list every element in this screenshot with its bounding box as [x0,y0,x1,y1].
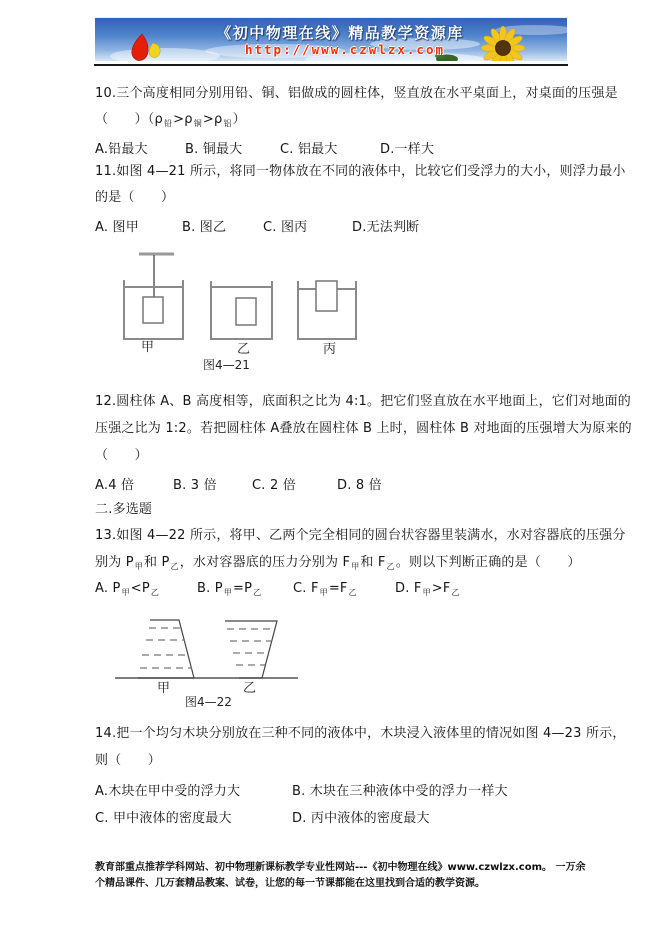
site-url: http://www.czwlzx.com [244,42,446,57]
condition-text: >ρ [173,112,193,127]
question-13-line-2 [95,555,581,571]
option-text: =F [328,581,348,596]
question-11-options [95,216,573,235]
option-text: B. P [197,581,223,596]
condition-text: （ ）（ρ [95,112,163,127]
subscript-jia: 甲 [223,588,233,597]
water-dashes [140,628,192,668]
question-10-option-a: A.铅最大 [95,142,148,157]
option-text: <P [130,581,150,596]
question-11-line-2: 的是（ ） [95,190,175,205]
subscript-yi: 乙 [386,562,395,571]
question-text: ，水对容器底的压力分别为 F [179,555,351,570]
figure-4-22 [100,610,340,710]
question-text: 和 F [360,555,386,570]
question-14-option-d: D. 丙中液体的密度最大 [292,811,430,826]
question-text: 别为 P [95,555,134,570]
question-12-line-2: 压强之比为 1:2。若把圆柱体 A叠放在圆柱体 B 上时，圆柱体 B 对地面的压强增大为原来的 [95,421,632,436]
question-11-line-1: 11.如图 4—21 所示，将同一物体放在不同的液体中，比较它们受浮力的大小，则浮力最小 [95,164,626,179]
question-14-option-c: C. 甲中液体的密度最大 [95,811,232,826]
question-11-option-d: D.无法判断 [352,220,420,235]
question-text: 。则以下判断正确的是（ ） [395,555,581,570]
subscript-aluminum: 铝 [223,119,232,128]
beaker-bing-partially-submerged-block [298,281,356,357]
question-11-option-c: C. 图丙 [263,220,308,235]
figure-4-21-caption: 图4—21 [203,358,250,372]
label-yi: 乙 [237,342,251,357]
question-14-line-1: 14.把一个均匀木块分别放在三种不同的液体中，木块浸入液体里的情况如图 4—23 所示， [95,726,626,741]
condition-text: ） [232,112,246,127]
question-14-option-b: B. 木块在三种液体中受的浮力一样大 [292,784,508,799]
footer-line-1: 教育部重点推荐学科网站、初中物理新课标教学专业性网站---《初中物理在线》www.czwlzx.com。 一万余 [95,862,586,873]
question-13-line-1: 13.如图 4—22 所示，将甲、乙两个完全相同的圆台状容器里装满水，水对容器底的压强分 [95,528,626,543]
question-11-option-b: B. 图乙 [182,220,227,235]
subscript-yi: 乙 [253,588,262,597]
figure-4-21 [110,245,370,375]
subscript-yi: 乙 [451,588,460,597]
question-10-option-c: C. 铝最大 [280,142,338,157]
option-text: D. F [395,581,422,596]
beaker-yi-floating-block [211,281,272,357]
submerged-block [143,297,163,323]
question-12-options [95,474,573,493]
figure-4-22-caption: 图4—22 [185,695,232,709]
question-14-options-row-1 [95,780,573,799]
footer-line-2: 个精品课件、几万套精品教案、试卷，让您的每一节课都能在这里找到合适的教学资源。 [95,878,485,889]
question-13-option-d [395,581,461,596]
question-10-line-1: 10.三个高度相同分别用铅、铜、铝做成的圆柱体，竖直放在水平桌面上，对桌面的压强是 [95,86,618,101]
question-11-option-a: A. 图甲 [95,220,139,235]
question-10-options [95,138,573,157]
condition-text: >ρ [202,112,223,127]
option-text: C. F [293,581,319,596]
question-10-option-b: B. 铜最大 [185,142,243,157]
option-text: A. P [95,581,121,596]
option-text: =P [233,581,253,596]
label-jia: 甲 [157,681,171,696]
beaker-jia-suspended-block [124,254,183,355]
question-12-option-b: B. 3 倍 [173,478,217,493]
site-banner-image [95,17,567,61]
section-2-heading: 二.多选题 [95,502,153,517]
question-14-line-2: 则（ ） [95,753,162,768]
question-10-option-d: D.一样大 [380,142,435,157]
question-12-option-a: A.4 倍 [95,478,135,493]
floating-block [316,281,337,311]
submerged-block [236,298,256,325]
label-yi: 乙 [243,681,257,696]
flame-logo-icon [132,34,160,60]
subscript-jia: 甲 [319,588,328,597]
question-13-option-b [197,581,262,596]
subscript-yi: 乙 [150,588,160,597]
subscript-jia: 甲 [422,588,431,597]
subscript-lead: 铅 [163,119,173,128]
label-jia: 甲 [141,340,155,355]
question-14-options-row-2 [95,807,573,826]
question-12-line-1: 12.圆柱体 A、B 高度相等，底面积之比为 4:1。把它们竖直放在水平地面上，它们对地面的 [95,394,632,409]
question-14-option-a: A.木块在甲中受的浮力大 [95,784,241,799]
label-bing: 丙 [323,342,337,357]
question-10-condition [95,112,573,127]
container-outline [138,620,194,678]
question-12-option-d: D. 8 倍 [337,478,382,493]
container-jia-narrow-top [138,620,194,696]
question-13-option-c [293,581,358,596]
question-text: 和 P [143,555,170,570]
subscript-jia: 甲 [121,588,130,597]
site-title: 《初中物理在线》精品教学资源库 [216,24,464,42]
option-text: >F [431,581,451,596]
question-13-options [95,581,573,597]
subscript-jia: 甲 [351,562,360,571]
question-13-option-a [95,581,160,596]
subscript-jia: 甲 [134,562,143,571]
subscript-yi: 乙 [170,562,179,571]
water-dashes [227,629,275,665]
question-12-option-c: C. 2 倍 [252,478,296,493]
subscript-copper: 铜 [193,119,202,128]
question-12-line-3: （ ） [95,448,148,463]
container-yi-wide-top [225,621,277,696]
banner-divider [94,64,568,66]
subscript-yi: 乙 [348,588,357,597]
